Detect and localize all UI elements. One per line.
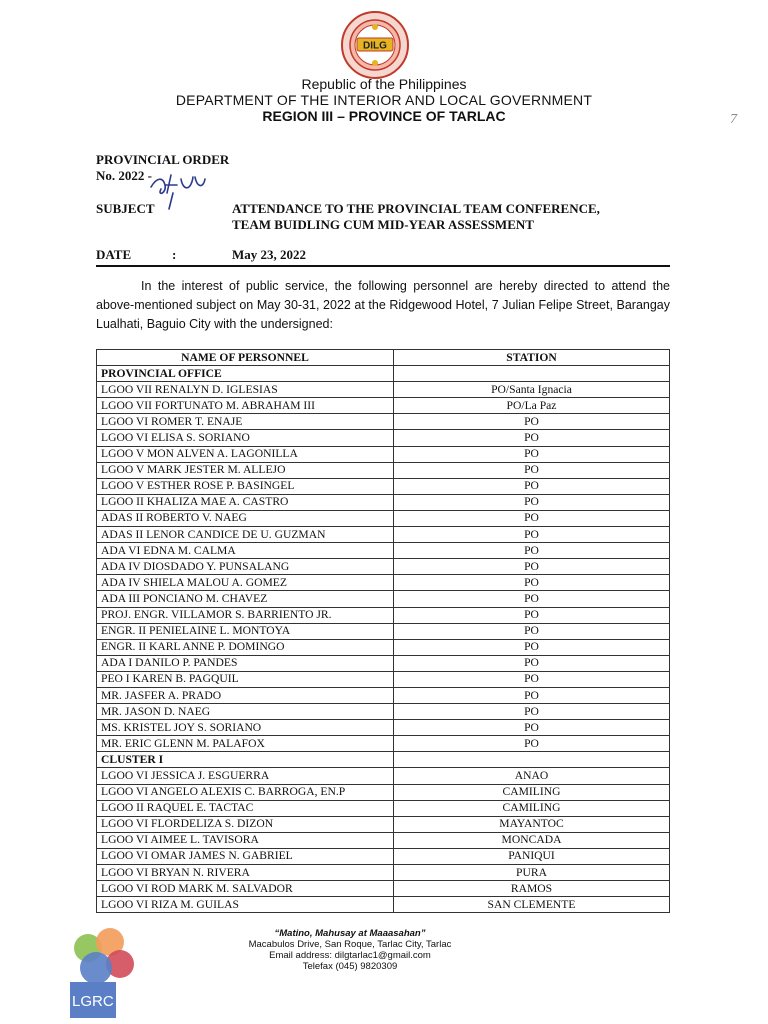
personnel-name: ADAS II LENOR CANDICE DE U. GUZMAN bbox=[97, 527, 394, 543]
group-label: CLUSTER I bbox=[97, 752, 394, 768]
personnel-station: PO bbox=[394, 575, 670, 591]
personnel-station: CAMILING bbox=[394, 800, 670, 816]
table-row bbox=[97, 897, 670, 913]
table-row bbox=[97, 881, 670, 897]
personnel-station: PO bbox=[394, 510, 670, 526]
personnel-station: PO bbox=[394, 623, 670, 639]
table-group-row bbox=[97, 752, 670, 768]
personnel-name: LGOO VI ROMER T. ENAJE bbox=[97, 414, 394, 430]
table-header-row bbox=[97, 350, 670, 366]
personnel-station: PANIQUI bbox=[394, 848, 670, 864]
header-divider bbox=[96, 265, 670, 267]
column-header-station: STATION bbox=[394, 350, 670, 366]
personnel-name: LGOO VII RENALYN D. IGLESIAS bbox=[97, 382, 394, 398]
personnel-station: PO/Santa Ignacia bbox=[394, 382, 670, 398]
group-label-blank bbox=[394, 752, 670, 768]
table-row bbox=[97, 720, 670, 736]
table-row bbox=[97, 543, 670, 559]
dilg-seal-logo bbox=[340, 10, 410, 80]
personnel-name: MS. KRISTEL JOY S. SORIANO bbox=[97, 720, 394, 736]
personnel-station: PO bbox=[394, 430, 670, 446]
header-region: REGION III – PROVINCE OF TARLAC bbox=[262, 108, 506, 124]
lgrc-logo-text: LGRC bbox=[72, 993, 114, 1010]
table-row bbox=[97, 816, 670, 832]
personnel-name: LGOO VI FLORDELIZA S. DIZON bbox=[97, 816, 394, 832]
personnel-station: PO bbox=[394, 414, 670, 430]
order-number-label: No. 2022 - bbox=[96, 168, 152, 183]
header-republic: Republic of the Philippines bbox=[301, 76, 467, 92]
lgrc-logo bbox=[66, 926, 138, 1018]
personnel-station: PO bbox=[394, 671, 670, 687]
personnel-station: PO bbox=[394, 736, 670, 752]
personnel-station: PO bbox=[394, 494, 670, 510]
table-row bbox=[97, 607, 670, 623]
personnel-name: ADA VI EDNA M. CALMA bbox=[97, 543, 394, 559]
personnel-station: PO bbox=[394, 687, 670, 703]
personnel-name: ADA IV SHIELA MALOU A. GOMEZ bbox=[97, 575, 394, 591]
table-row bbox=[97, 687, 670, 703]
personnel-station: PO bbox=[394, 591, 670, 607]
personnel-name: ADA III PONCIANO M. CHAVEZ bbox=[97, 591, 394, 607]
table-row bbox=[97, 832, 670, 848]
personnel-name: ADA IV DIOSDADO Y. PUNSALANG bbox=[97, 559, 394, 575]
personnel-station: PO bbox=[394, 720, 670, 736]
personnel-station: RAMOS bbox=[394, 881, 670, 897]
footer bbox=[220, 928, 480, 972]
table-row bbox=[97, 639, 670, 655]
table-row bbox=[97, 865, 670, 881]
table-row bbox=[97, 382, 670, 398]
personnel-station: CAMILING bbox=[394, 784, 670, 800]
table-row bbox=[97, 462, 670, 478]
subject-label: SUBJECT bbox=[96, 201, 155, 216]
date-label: DATE bbox=[96, 247, 132, 262]
personnel-name: LGOO VI BRYAN N. RIVERA bbox=[97, 865, 394, 881]
handwritten-order-number-signature bbox=[147, 163, 237, 213]
personnel-name: LGOO V MARK JESTER M. ALLEJO bbox=[97, 462, 394, 478]
personnel-station: MAYANTOC bbox=[394, 816, 670, 832]
personnel-name: LGOO VI ANGELO ALEXIS C. BARROGA, EN.P bbox=[97, 784, 394, 800]
personnel-name: LGOO VI JESSICA J. ESGUERRA bbox=[97, 768, 394, 784]
personnel-table bbox=[96, 349, 670, 913]
personnel-name: MR. ERIC GLENN M. PALAFOX bbox=[97, 736, 394, 752]
personnel-name: PROJ. ENGR. VILLAMOR S. BARRIENTO JR. bbox=[97, 607, 394, 623]
subject-text bbox=[232, 201, 672, 233]
personnel-name: LGOO II KHALIZA MAE A. CASTRO bbox=[97, 494, 394, 510]
personnel-name: LGOO V MON ALVEN A. LAGONILLA bbox=[97, 446, 394, 462]
personnel-name: LGOO VI RIZA M. GUILAS bbox=[97, 897, 394, 913]
table-row bbox=[97, 494, 670, 510]
personnel-name: LGOO VI OMAR JAMES N. GABRIEL bbox=[97, 848, 394, 864]
group-label-blank bbox=[394, 366, 670, 382]
personnel-name: LGOO VI AIMEE L. TAVISORA bbox=[97, 832, 394, 848]
personnel-station: PO bbox=[394, 639, 670, 655]
subject-line-2: TEAM BUIDLING CUM MID-YEAR ASSESSMENT bbox=[232, 217, 534, 232]
personnel-name: ADA I DANILO P. PANDES bbox=[97, 655, 394, 671]
personnel-name: LGOO VI ROD MARK M. SALVADOR bbox=[97, 881, 394, 897]
personnel-name: ADAS II ROBERTO V. NAEG bbox=[97, 510, 394, 526]
personnel-name: ENGR. II KARL ANNE P. DOMINGO bbox=[97, 639, 394, 655]
subject-line-1: ATTENDANCE TO THE PROVINCIAL TEAM CONFERENCE, bbox=[232, 201, 600, 216]
personnel-name: MR. JASON D. NAEG bbox=[97, 704, 394, 720]
table-row bbox=[97, 414, 670, 430]
header-department: DEPARTMENT OF THE INTERIOR AND LOCAL GOVERNMENT bbox=[175, 92, 593, 108]
personnel-name: LGOO V ESTHER ROSE P. BASINGEL bbox=[97, 478, 394, 494]
footer-address: Macabulos Drive, San Roque, Tarlac City, Tarlac bbox=[248, 939, 452, 950]
table-row bbox=[97, 398, 670, 414]
body-paragraph: In the interest of public service, the following personnel are hereby directed to attend the above-mentioned subject on May 30-31, 2022 at the Ridgewood Hotel, 7 Julian Felipe Street, Barangay Lualhati, Baguio City with the undersigned: bbox=[96, 279, 670, 331]
personnel-station: PO bbox=[394, 607, 670, 623]
footer-email: Email address: dilgtarlac1@gmail.com bbox=[269, 950, 431, 961]
table-row bbox=[97, 768, 670, 784]
table-row bbox=[97, 736, 670, 752]
table-row bbox=[97, 510, 670, 526]
personnel-station: PO bbox=[394, 655, 670, 671]
handwritten-margin-mark: 7 bbox=[730, 112, 737, 127]
personnel-name: LGOO II RAQUEL E. TACTAC bbox=[97, 800, 394, 816]
personnel-station: SAN CLEMENTE bbox=[394, 897, 670, 913]
table-row bbox=[97, 575, 670, 591]
table-row bbox=[97, 591, 670, 607]
personnel-station: PO bbox=[394, 446, 670, 462]
personnel-name: MR. JASFER A. PRADO bbox=[97, 687, 394, 703]
table-row bbox=[97, 478, 670, 494]
table-row bbox=[97, 430, 670, 446]
table-row bbox=[97, 446, 670, 462]
personnel-station: PO bbox=[394, 559, 670, 575]
date-value: May 23, 2022 bbox=[232, 247, 307, 262]
personnel-station: ANAO bbox=[394, 768, 670, 784]
personnel-station: PO bbox=[394, 462, 670, 478]
table-row bbox=[97, 848, 670, 864]
footer-motto: “Matino, Mahusay at Maaasahan” bbox=[274, 928, 426, 939]
personnel-name: LGOO VII FORTUNATO M. ABRAHAM III bbox=[97, 398, 394, 414]
personnel-name: LGOO VI ELISA S. SORIANO bbox=[97, 430, 394, 446]
personnel-station: PURA bbox=[394, 865, 670, 881]
personnel-station: PO bbox=[394, 527, 670, 543]
table-row bbox=[97, 784, 670, 800]
table-row bbox=[97, 800, 670, 816]
personnel-station: MONCADA bbox=[394, 832, 670, 848]
column-header-name: NAME OF PERSONNEL bbox=[97, 350, 394, 366]
personnel-station: PO/La Paz bbox=[394, 398, 670, 414]
personnel-station: PO bbox=[394, 543, 670, 559]
order-title: PROVINCIAL ORDER bbox=[96, 152, 230, 167]
personnel-station: PO bbox=[394, 478, 670, 494]
dilg-logo-text: DILG bbox=[363, 40, 387, 52]
table-row bbox=[97, 655, 670, 671]
personnel-station: PO bbox=[394, 704, 670, 720]
personnel-name: PEO I KAREN B. PAGQUIL bbox=[97, 671, 394, 687]
date-colon: : bbox=[172, 247, 177, 262]
table-row bbox=[97, 527, 670, 543]
table-row bbox=[97, 623, 670, 639]
table-row bbox=[97, 704, 670, 720]
group-label: PROVINCIAL OFFICE bbox=[97, 366, 394, 382]
table-row bbox=[97, 559, 670, 575]
personnel-name: ENGR. II PENIELAINE L. MONTOYA bbox=[97, 623, 394, 639]
footer-telefax: Telefax (045) 9820309 bbox=[302, 961, 398, 972]
table-row bbox=[97, 671, 670, 687]
table-group-row bbox=[97, 366, 670, 382]
